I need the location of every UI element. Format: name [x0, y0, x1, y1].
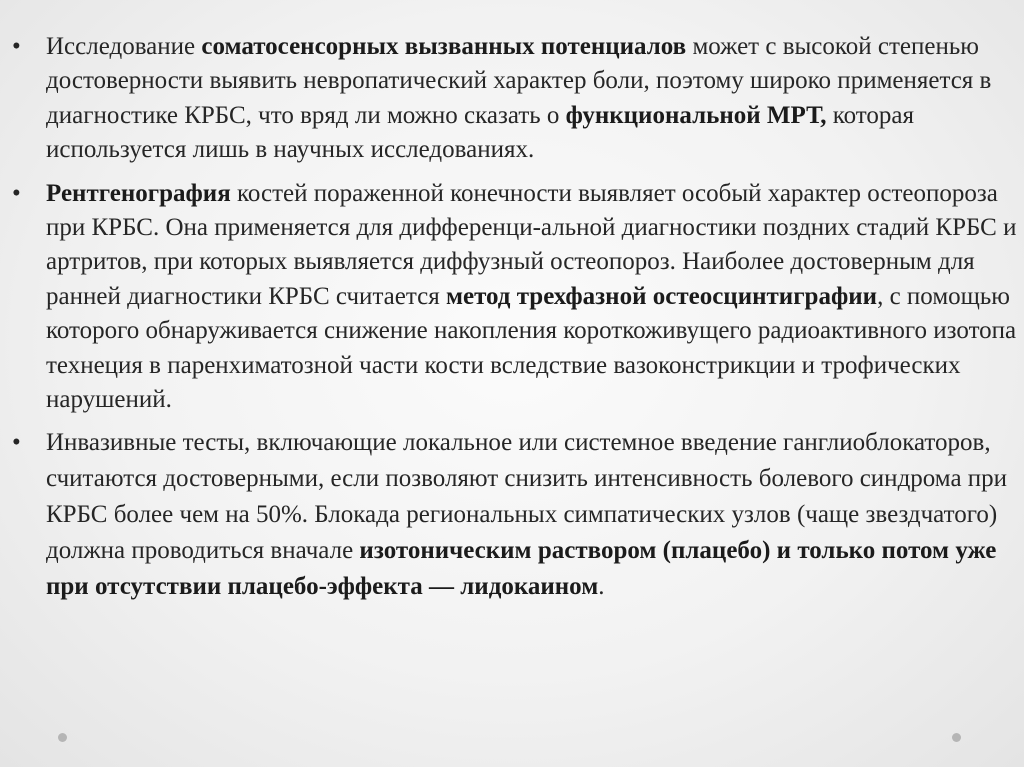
bullet-marker [12, 177, 32, 211]
bullet-marker [12, 30, 32, 64]
bullet-marker [12, 425, 32, 461]
bullet-item-radiography [12, 177, 1018, 418]
text-segment-bold: метод трехфазной остеосцинтиграфии [445, 282, 878, 310]
text-segment: может с высокой степенью достоверности выявить невропатический характер боли, поэтому широко применяется в диагностике КРБС, что вряд ли можно сказать о [46, 33, 992, 129]
bullet-item-somatosensory [12, 30, 1018, 168]
text-segment: . [598, 573, 605, 601]
corner-dot-decoration [58, 733, 67, 742]
text-segment: Инвазивные тесты, включающие локальное или системное введение ганглиоблокаторов, считаются достоверными, если позволяют снизить интенсивность болевого синдрома при КРБС более чем на 50%. Блокада региональных симпатических узлов (чаще звездчатого) должна проводиться вначале [46, 429, 1008, 565]
text-segment: костей пораженной конечности выявляет особый характер остеопороза при КРБС. Она применяется для дифференци-альной диагностики поздних стадий КРБС и артритов, при которых выявляется диффузный остеопороз. Наиболее достоверным для ранней диагностики КРБС считается [46, 179, 1017, 310]
bullet-text [46, 180, 1016, 413]
text-segment-bold: изотоническим раствором (плацебо) и только потом уже при отсутствии плацебо-эффекта — лидокаином [46, 537, 997, 601]
text-segment: которая используется лишь в научных исследованиях. [46, 101, 914, 164]
bullet-text [46, 429, 1007, 600]
bullet-list [12, 30, 1018, 614]
corner-dot-decoration [952, 733, 961, 742]
bullet-item-invasive-tests [12, 425, 1018, 605]
text-segment-bold: функциональной МРТ, [565, 101, 827, 129]
text-segment: , с помощью которого обнаруживается снижение накопления короткоживущего радиоактивного изотопа технеция в паренхиматозной части кости вследствие вазоконстрикции и трофических нарушений. [46, 282, 1017, 414]
text-segment-bold: Рентгенография [46, 179, 231, 207]
text-segment: Исследование [46, 33, 202, 60]
text-segment-bold: соматосенсорных вызванных потенциалов [201, 33, 687, 60]
bullet-text [46, 33, 991, 163]
